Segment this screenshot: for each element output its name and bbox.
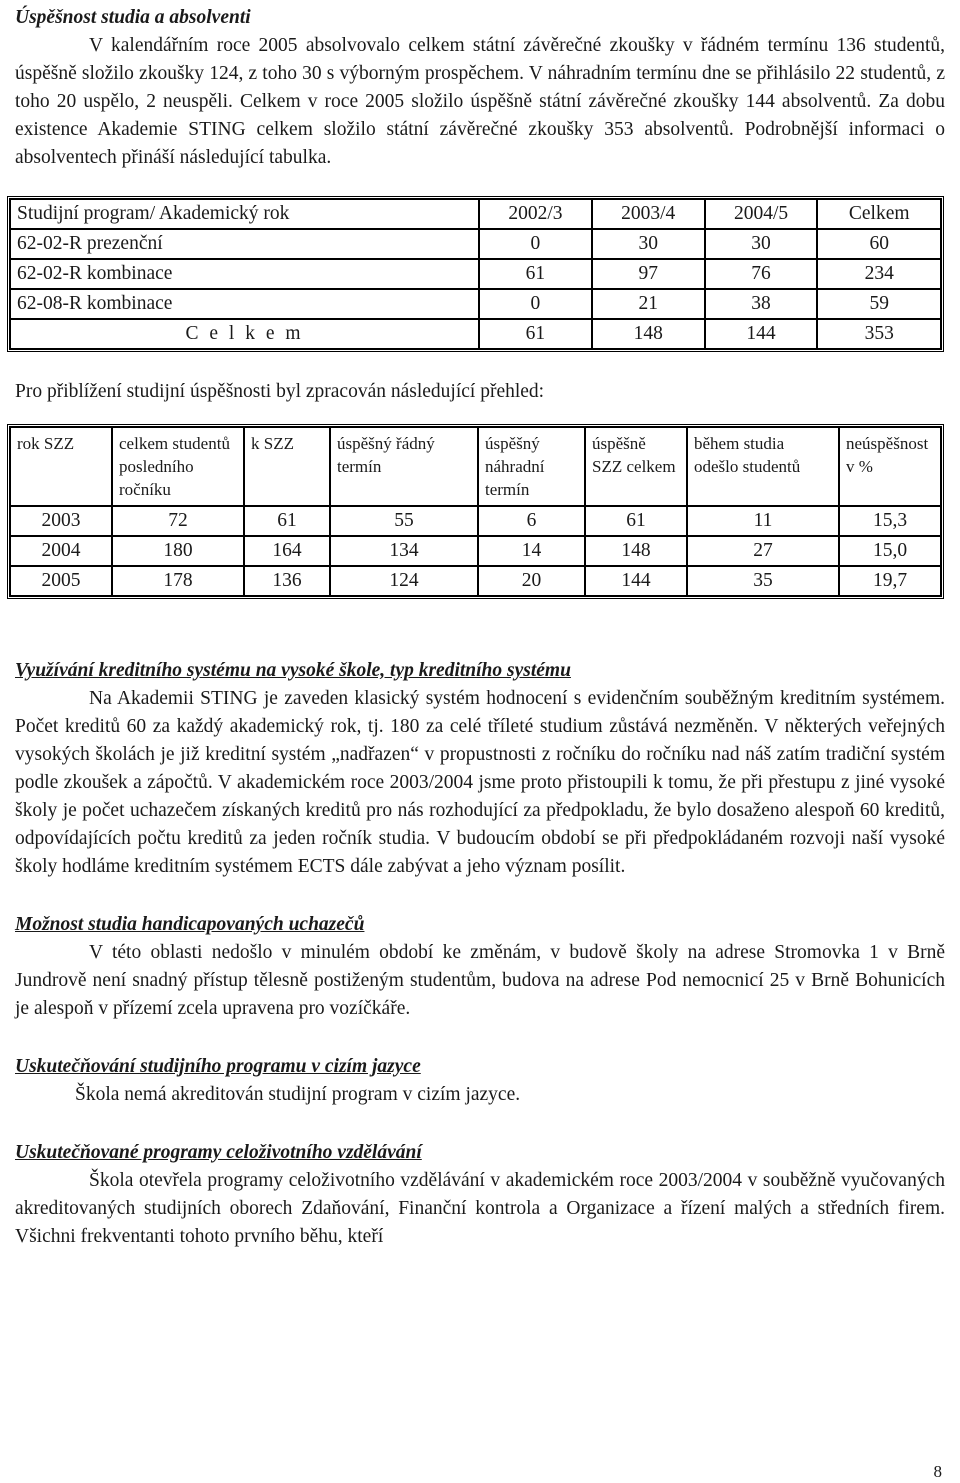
success-table xyxy=(7,424,944,599)
section-title-lifelong-learning: Uskutečňované programy celoživotního vzdělávání xyxy=(15,1142,422,1163)
table-header-cell: neúspěšnost v % xyxy=(839,427,941,506)
table-cell: 30 xyxy=(705,229,818,259)
table-cell: 19,7 xyxy=(839,566,941,596)
document-page xyxy=(15,0,945,1251)
table-cell: 148 xyxy=(592,319,705,349)
table-cell: 72 xyxy=(112,506,244,536)
table-row xyxy=(10,566,941,596)
graduates-paragraph: V kalendářním roce 2005 absolvovalo celkem státní závěrečné zkoušky v řádném termínu 136 studentů, úspěšně složilo zkoušky 124, z toho 30 s výborným prospěchem. V náhradním termínu dne se přihlásilo 22 studentů, z toho 20 uspělo, 2 neuspěli. Celkem v roce 2005 složilo úspěšně státní závěrečné zkoušky 144 absolventů. Za dobu existence Akademie STING celkem složilo státní závěrečné zkoušky 353 absolventů. Podrobnější informaci o absolventech přináší následující tabulka. xyxy=(15,35,945,168)
table-cell: 144 xyxy=(705,319,818,349)
table-header-cell: 2003/4 xyxy=(592,199,705,229)
table-cell: 21 xyxy=(592,289,705,319)
table-header-cell: Celkem xyxy=(817,199,941,229)
table-cell: 76 xyxy=(705,259,818,289)
table-total-row xyxy=(10,319,941,349)
table-cell: 55 xyxy=(330,506,478,536)
table-row xyxy=(10,289,941,319)
section-title-credit-system: Využívání kreditního systému na vysoké škole, typ kreditního systému xyxy=(15,660,571,681)
table-cell: 180 xyxy=(112,536,244,566)
foreign-language-paragraph: Škola nemá akreditován studijní program v cizím jazyce. xyxy=(75,1084,521,1105)
table-cell: 20 xyxy=(478,566,585,596)
table-row xyxy=(10,229,941,259)
table-cell: 15,3 xyxy=(839,506,941,536)
table-header-cell: během studia odešlo studentů xyxy=(687,427,839,506)
table-cell: 62-02-R kombinace xyxy=(10,259,479,289)
lifelong-learning-paragraph: Škola otevřela programy celoživotního vzdělávání v akademickém roce 2003/2004 v souběžně vyučovaných akreditovaných studijních oborech Zdaňování, Finanční kontrola a Organizace a řízení malých a středních firem. Všichni frekventanti tohoto prvního běhu, kteří xyxy=(15,1170,945,1247)
table-cell: 62-02-R prezenční xyxy=(10,229,479,259)
graduates-table xyxy=(7,196,944,352)
table-cell: 124 xyxy=(330,566,478,596)
table-header-cell: 2002/3 xyxy=(479,199,592,229)
table-cell: 2004 xyxy=(10,536,112,566)
table-cell: 27 xyxy=(687,536,839,566)
table-cell: 0 xyxy=(479,229,592,259)
table-cell: 11 xyxy=(687,506,839,536)
table-row xyxy=(10,506,941,536)
table-cell: 61 xyxy=(244,506,330,536)
table-header-cell: úspěšně SZZ celkem xyxy=(585,427,687,506)
table-cell: 59 xyxy=(817,289,941,319)
table-cell: 62-08-R kombinace xyxy=(10,289,479,319)
table-cell: 6 xyxy=(478,506,585,536)
table-cell: 178 xyxy=(112,566,244,596)
table-header-cell: 2004/5 xyxy=(705,199,818,229)
table-cell: 35 xyxy=(687,566,839,596)
overview-intro: Pro přiblížení studijní úspěšnosti byl zpracován následující přehled: xyxy=(15,381,545,402)
table-header-row xyxy=(10,427,941,506)
table-cell: 134 xyxy=(330,536,478,566)
table-header-cell: k SZZ xyxy=(244,427,330,506)
table-cell: 2003 xyxy=(10,506,112,536)
section-title-foreign-language: Uskutečňování studijního programu v cizím jazyce xyxy=(15,1056,421,1077)
table-cell: 14 xyxy=(478,536,585,566)
table-cell: 353 xyxy=(817,319,941,349)
table-cell: 15,0 xyxy=(839,536,941,566)
table-cell: 234 xyxy=(817,259,941,289)
table-cell: 61 xyxy=(479,259,592,289)
table-row xyxy=(10,259,941,289)
table-header-cell: úspěšný řádný termín xyxy=(330,427,478,506)
table-cell: C e l k e m xyxy=(10,319,479,349)
table-cell: 144 xyxy=(585,566,687,596)
table-cell: 0 xyxy=(479,289,592,319)
section-title-graduates: Úspěšnost studia a absolventi xyxy=(15,7,251,28)
table-cell: 38 xyxy=(705,289,818,319)
table-row xyxy=(10,536,941,566)
table-cell: 61 xyxy=(585,506,687,536)
table-cell: 148 xyxy=(585,536,687,566)
table-cell: 30 xyxy=(592,229,705,259)
table-cell: 60 xyxy=(817,229,941,259)
table-cell: 164 xyxy=(244,536,330,566)
page-number: 8 xyxy=(933,1462,942,1481)
credit-system-paragraph: Na Akademii STING je zaveden klasický systém hodnocení s evidenčním souběžným kreditním systémem. Počet kreditů 60 za každý akademický rok, tj. 180 za celé tříleté studium zůstává nezměněn. V některých veřejných vysokých školách je již kreditní systém „nadřazen“ v propustnosti z ročníku do ročníku nad náš zatím tradiční systém podle zkoušek a zápočtů. V akademickém roce 2003/2004 jsme proto přistoupili k tomu, že při přestupu z jiné vysoké školy je počet uchazečem získaných kreditů pro nás rozhodující za předpokladu, že bylo dosaženo alespoň 60 kreditů, odpovídajících počtu kreditů za jeden ročník studia. V budoucím období se při předpokládaném rozvoji naší vysoké školy hodláme kreditním systémem ECTS dále zabývat a jeho význam posílit. xyxy=(15,688,945,877)
table-cell: 136 xyxy=(244,566,330,596)
table-cell: 97 xyxy=(592,259,705,289)
handicapped-paragraph: V této oblasti nedošlo v minulém období ke změnám, v budově školy na adrese Stromovka 1 v Brně Jundrově není snadný přístup tělesně postiženým studentům, budova na adrese Pod nemocnicí 25 v Brně Bohunicích je alespoň v přízemí zcela upravena pro vozíčkáře. xyxy=(15,942,945,1019)
section-title-handicapped: Možnost studia handicapovaných uchazečů xyxy=(15,914,365,935)
table-header-row xyxy=(10,199,941,229)
table-header-cell: celkem studentů posledního ročníku xyxy=(112,427,244,506)
table-header-cell: úspěšný náhradní termín xyxy=(478,427,585,506)
table-cell: 2005 xyxy=(10,566,112,596)
table-header-cell: Studijní program/ Akademický rok xyxy=(10,199,479,229)
table-cell: 61 xyxy=(479,319,592,349)
table-header-cell: rok SZZ xyxy=(10,427,112,506)
